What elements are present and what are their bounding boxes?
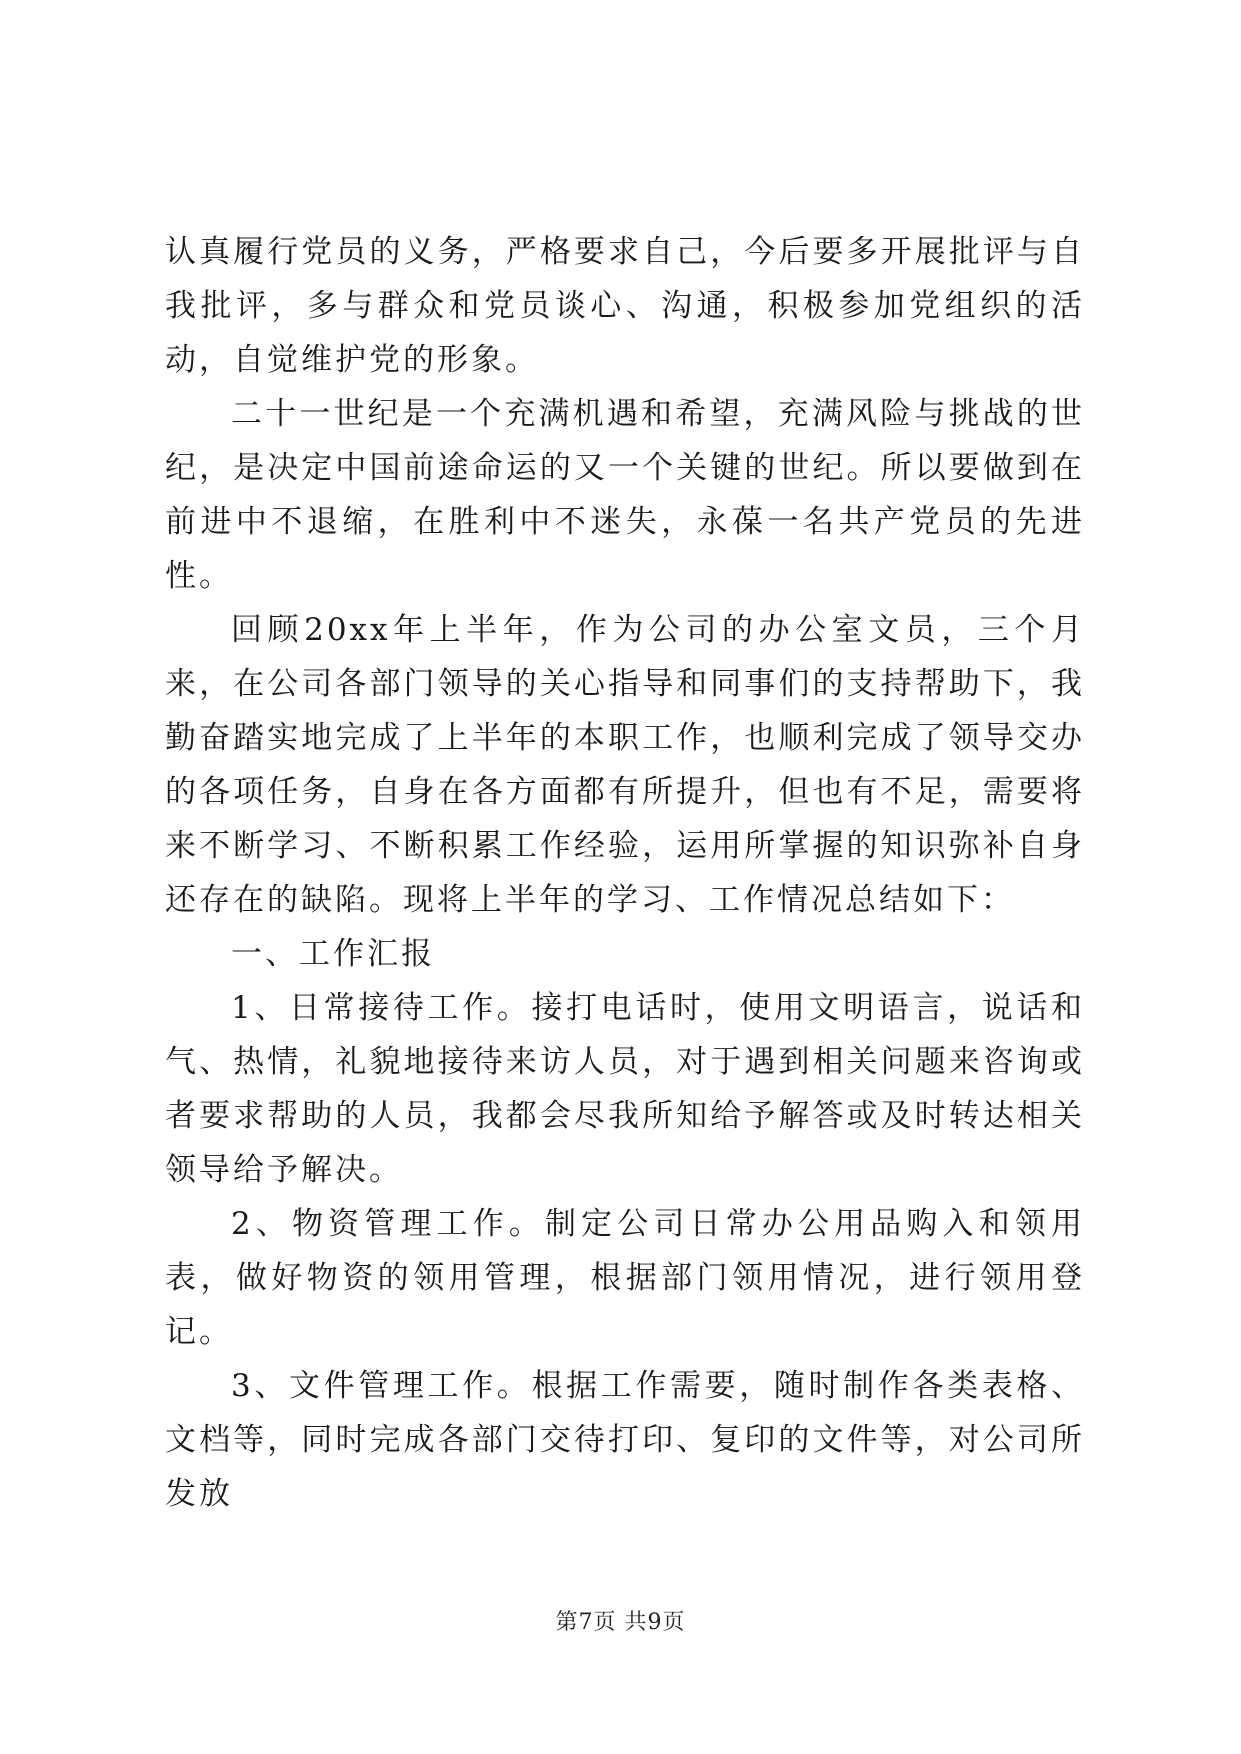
paragraph-item-1: 1、日常接待工作。接打电话时，使用文明语言，说话和气、热情，礼貌地接待来访人员，对于遇到相关问题来咨询或者要求帮助的人员，我都会尽我所知给予解答或及时转达相关领导给予解决。	[165, 990, 1085, 1188]
paragraph-item-3: 3、文件管理工作。根据工作需要，随时制作各类表格、文档等，同时完成各部门交待打印、复印的文件等，对公司所发放	[165, 1368, 1085, 1512]
paragraph-2: 二十一世纪是一个充满机遇和希望，充满风险与挑战的世纪，是决定中国前途命运的又一个关键的世纪。所以要做到在前进中不退缩，在胜利中不迷失，永葆一名共产党员的先进性。	[165, 396, 1085, 594]
paragraph-item-2: 2、物资管理工作。制定公司日常办公用品购入和领用表，做好物资的领用管理，根据部门领用情况，进行领用登记。	[165, 1206, 1085, 1350]
paragraph-1: 认真履行党员的义务，严格要求自己，今后要多开展批评与自我批评，多与群众和党员谈心、沟通，积极参加党组织的活动，自觉维护党的形象。	[165, 234, 1085, 378]
body-text	[165, 225, 1085, 1521]
section-heading: 一、工作汇报	[231, 936, 435, 972]
paragraph-3: 回顾20xx年上半年，作为公司的办公室文员，三个月来，在公司各部门领导的关心指导和同事们的支持帮助下，我勤奋踏实地完成了上半年的本职工作，也顺利完成了领导交办的各项任务，自身在各方面都有所提升，但也有不足，需要将来不断学习、不断积累工作经验，运用所掌握的知识弥补自身还存在的缺陷。现将上半年的学习、工作情况总结如下：	[165, 612, 1085, 918]
page-footer: 第7页 共9页	[555, 1610, 686, 1635]
